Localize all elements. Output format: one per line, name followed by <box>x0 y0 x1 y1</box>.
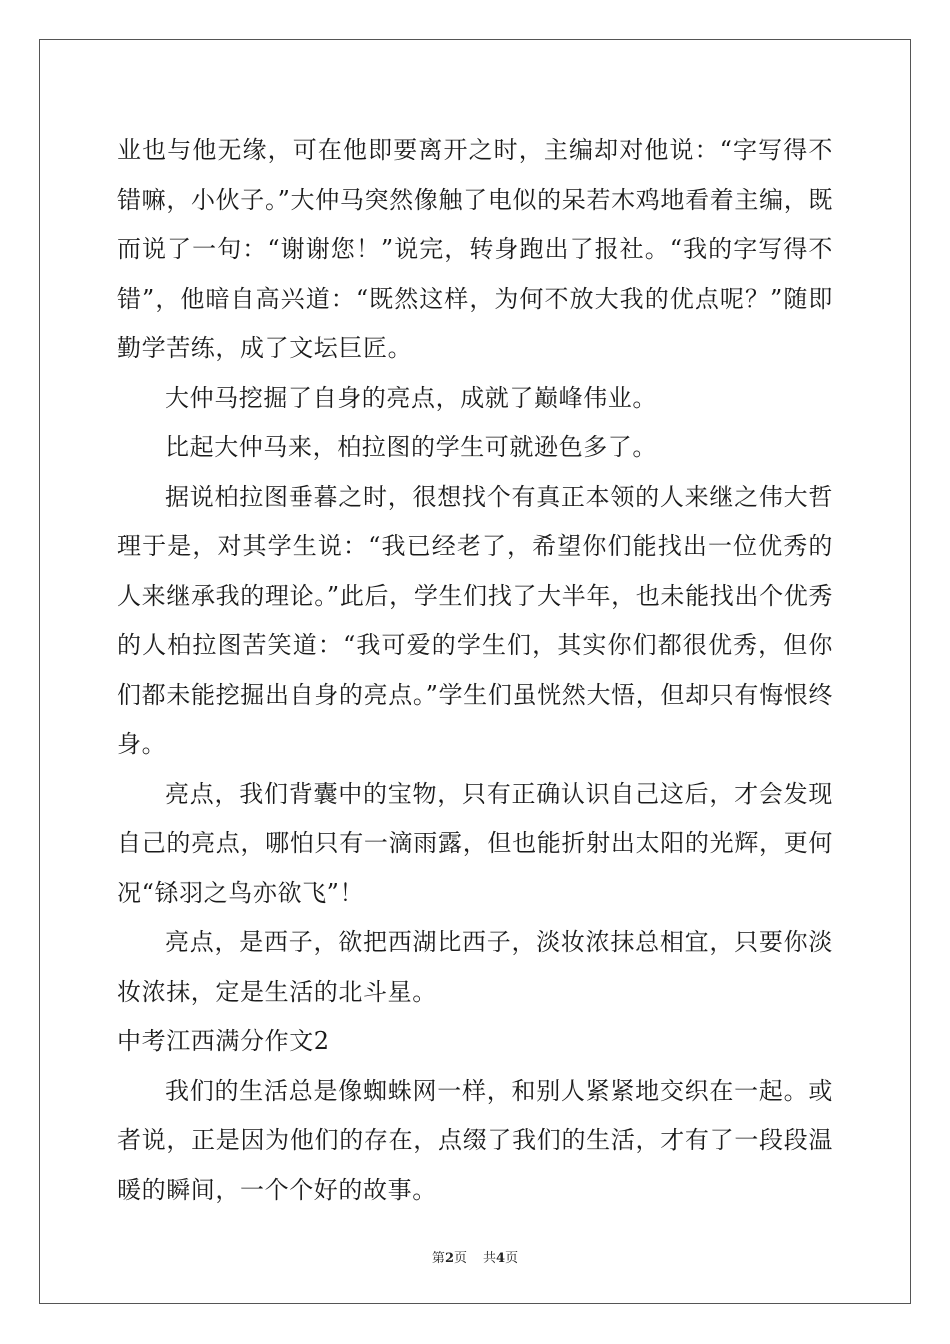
page-number: 2 <box>444 1251 454 1266</box>
section-heading: 中考江西满分作文2 <box>117 1027 330 1055</box>
paragraph-3: 比起大仲马来，柏拉图的学生可就逊色多了。 <box>165 433 657 461</box>
paragraph-7: 我们的生活总是像蜘蛛网一样，和别人紧紧地交织在一起。或者说，正是因为他们的存在，点缀了我们的生活，才有了一段段温暖的瞬间，一个个好的故事。 <box>117 1076 833 1204</box>
paragraph-4: 据说柏拉图垂暮之时，很想找个有真正本领的人来继之伟大哲理于是，对其学生说：“我已经老了，希望你们能找出一位优秀的人来继承我的理论。”此后，学生们找了大半年，也未能找出个优秀的人柏拉图苦笑道：“我可爱的学生们，其实你们都很优秀，但你们都未能挖掘出自身的亮点。”学生们虽恍然大悟，但却只有悔恨终身。 <box>117 482 833 758</box>
page-prefix: 第 <box>431 1251 445 1266</box>
total-prefix: 共 <box>483 1251 497 1266</box>
document-body <box>117 126 833 1215</box>
paragraph-1: 业也与他无缘，可在他即要离开之时，主编却对他说：“字写得不错嘛，小伙子。”大仲马突然像触了电似的呆若木鸡地看着主编，既而说了一句：“谢谢您！”说完，转身跑出了报社。“我的字写得不错”，他暗自高兴道：“既然这样，为何不放大我的优点呢？”随即勤学苦练，成了文坛巨匠。 <box>117 136 833 362</box>
page-suffix: 页 <box>453 1251 467 1266</box>
paragraph-6: 亮点，是西子，欲把西湖比西子，淡妆浓抹总相宜，只要你淡妆浓抹，定是生活的北斗星。 <box>117 928 833 1006</box>
paragraph-2: 大仲马挖掘了自身的亮点，成就了巅峰伟业。 <box>165 383 657 412</box>
total-suffix: 页 <box>505 1251 519 1266</box>
total-pages: 4 <box>496 1251 506 1266</box>
paragraph-5: 亮点，我们背囊中的宝物，只有正确认识自己这后，才会发现自己的亮点，哪怕只有一滴雨露，但也能折射出太阳的光辉，更何况“铩羽之鸟亦欲飞”！ <box>117 779 833 907</box>
page-footer <box>0 1247 950 1266</box>
